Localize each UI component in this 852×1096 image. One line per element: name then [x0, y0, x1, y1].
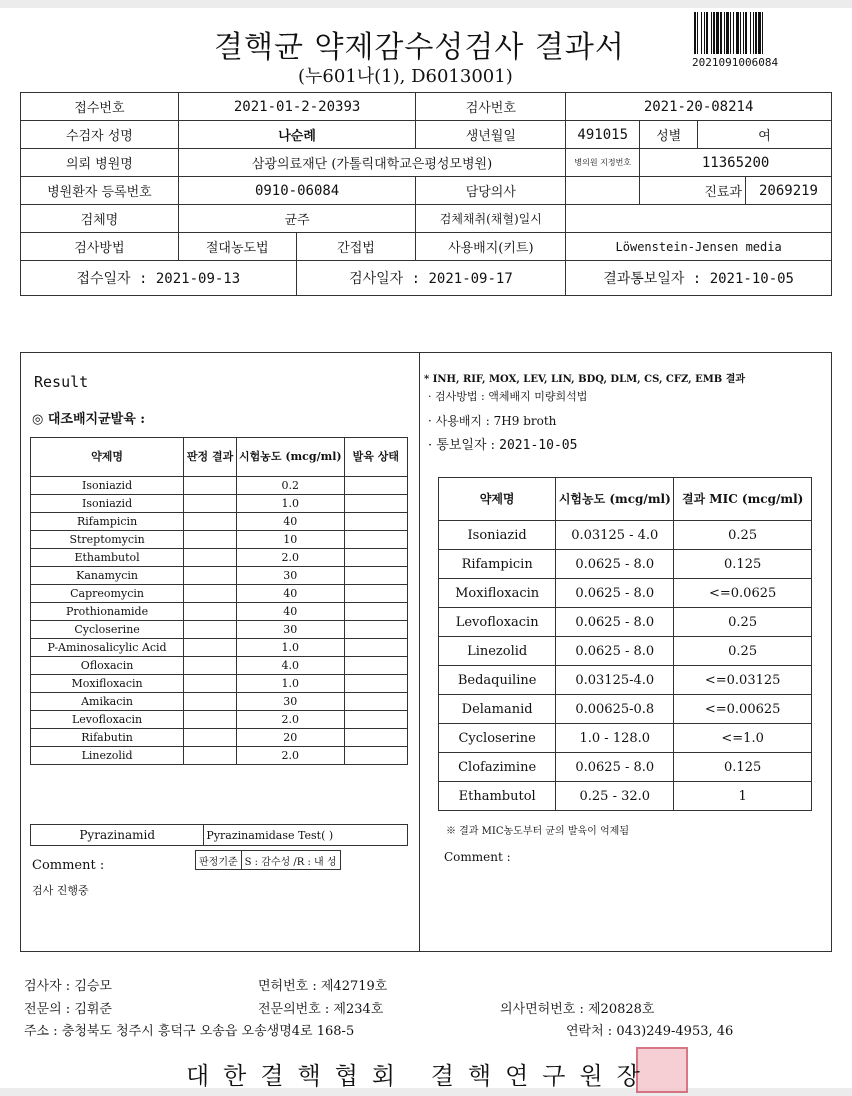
tested-label: 검사일자 :: [349, 271, 421, 287]
mic-result: 0.25: [674, 521, 812, 550]
judgment: [184, 675, 237, 693]
test-concentration: 40: [237, 585, 345, 603]
judgment: [184, 495, 237, 513]
specimen: 균주: [178, 205, 416, 233]
test-concentration-range: 0.0625 - 8.0: [556, 608, 674, 637]
hospital: 삼광의료재단 (가톨릭대학교은평성모병원): [178, 149, 565, 177]
test-concentration: 10: [237, 531, 345, 549]
drug-name: Streptomycin: [31, 531, 184, 549]
result-label: Result: [34, 373, 89, 391]
barcode-bar: [733, 12, 734, 54]
barcode-bar: [704, 12, 705, 54]
patient-name-label: 수검자 성명: [21, 121, 179, 149]
mic-result: 0.25: [674, 608, 812, 637]
table-row: [439, 521, 812, 550]
table-row: [439, 550, 812, 579]
received-label: 접수일자 :: [76, 271, 148, 287]
col-conc: 시험농도 (mcg/ml): [237, 438, 345, 477]
growth-status: [344, 693, 407, 711]
growth-status: [344, 639, 407, 657]
col-growth: 발육 상태: [344, 438, 407, 477]
tester: 검사자 : 김승모: [24, 979, 112, 994]
barcode-bar: [694, 12, 696, 54]
method-1: 절대농도법: [178, 233, 296, 261]
test-concentration: 40: [237, 603, 345, 621]
barcode: [694, 12, 818, 54]
drug-name: P-Aminosalicylic Acid: [31, 639, 184, 657]
liquid-media-table: [438, 477, 812, 811]
reported: 2021-10-05: [709, 271, 794, 287]
table-row: [31, 531, 408, 549]
liquid-report-date-label: · 통보일자 :: [428, 438, 496, 453]
barcode-bar: [743, 12, 744, 54]
method-label: 검사방법: [21, 233, 179, 261]
birth: 491015: [566, 121, 640, 149]
drug-name: Rifampicin: [439, 550, 556, 579]
pyrazinamid-test: Pyrazinamidase Test( ): [204, 825, 408, 846]
table-row: [31, 747, 408, 765]
judgment: [184, 747, 237, 765]
table-row: [31, 603, 408, 621]
barcode-bar: [713, 12, 715, 54]
test-concentration-range: 0.0625 - 8.0: [556, 579, 674, 608]
barcode-bar: [711, 12, 712, 54]
test-concentration: 20: [237, 729, 345, 747]
growth-status: [344, 531, 407, 549]
growth-status: [344, 603, 407, 621]
pyrazinamid: Pyrazinamid: [31, 825, 204, 846]
barcode-bar: [750, 12, 751, 54]
barcode-bar: [697, 12, 698, 54]
hospital-code: 11365200: [640, 149, 832, 177]
table-row: [31, 549, 408, 567]
drug-name: Isoniazid: [31, 495, 184, 513]
test-concentration: 30: [237, 621, 345, 639]
report-subtitle: (누601나(1), D6013001): [298, 66, 513, 87]
table-row: [439, 608, 812, 637]
medium-label: 사용배지(키트): [416, 233, 566, 261]
mic-result: <=0.00625: [674, 695, 812, 724]
medium: Löwenstein-Jensen media: [566, 233, 832, 261]
drug-name: Moxifloxacin: [439, 579, 556, 608]
received-cell: [21, 261, 297, 296]
test-concentration-range: 0.0625 - 8.0: [556, 753, 674, 782]
comment-right-label: Comment :: [444, 850, 511, 864]
growth-status: [344, 657, 407, 675]
mic-result: 1: [674, 782, 812, 811]
test-concentration-range: 0.00625-0.8: [556, 695, 674, 724]
license-no: 면허번호 : 제42719호: [258, 979, 388, 994]
table-row: [439, 753, 812, 782]
contact: 연락처 : 043)249-4953, 46: [566, 1024, 734, 1039]
test-concentration: 1.0: [237, 639, 345, 657]
specimen-label: 검체명: [21, 205, 179, 233]
liquid-medium: · 사용배지 : 7H9 broth: [428, 414, 557, 428]
barcode-bar: [716, 12, 719, 54]
drug-name: Cycloserine: [439, 724, 556, 753]
drug-name: Rifabutin: [31, 729, 184, 747]
barcode-bar: [745, 12, 747, 54]
mic-note: ※ 결과 MIC농도부터 균의 발육이 억제됨: [446, 826, 629, 837]
drug-name: Kanamycin: [31, 567, 184, 585]
reception-no: 2021-01-2-20393: [178, 93, 416, 121]
judgment: [184, 603, 237, 621]
growth-status: [344, 567, 407, 585]
reported-cell: [566, 261, 832, 296]
growth-status: [344, 549, 407, 567]
method-2: 간접법: [296, 233, 416, 261]
growth-status: [344, 711, 407, 729]
drug-name: Rifampicin: [31, 513, 184, 531]
patient-reg: 0910-06084: [178, 177, 416, 205]
judgment: [184, 711, 237, 729]
growth-status: [344, 747, 407, 765]
judgment: [184, 477, 237, 495]
table-row: [31, 477, 408, 495]
liquid-result-heading: * INH, RIF, MOX, LEV, LIN, BDQ, DLM, CS, CFZ, EMB 결과: [424, 374, 746, 385]
pyrazinamid-row: [30, 824, 408, 846]
comment-left-label: Comment :: [32, 858, 105, 873]
barcode-bar: [701, 12, 702, 54]
reception-no-label: 접수번호: [21, 93, 179, 121]
growth-status: [344, 585, 407, 603]
test-concentration-range: 0.03125 - 4.0: [556, 521, 674, 550]
table-row: [31, 621, 408, 639]
judgment: [184, 513, 237, 531]
tested: 2021-09-17: [428, 271, 513, 287]
judgment: [184, 567, 237, 585]
table-row: [31, 693, 408, 711]
table-row: [439, 666, 812, 695]
drug-name: Amikacin: [31, 693, 184, 711]
judgment: [184, 657, 237, 675]
table-row: [31, 567, 408, 585]
table-row: [439, 579, 812, 608]
mic-result: 0.25: [674, 637, 812, 666]
criteria-label: 판정기준: [196, 851, 242, 870]
sex-label: 성별: [640, 121, 698, 149]
doctor-label: 담당의사: [416, 177, 566, 205]
col-mic: 결과 MIC (mcg/ml): [674, 478, 812, 521]
criteria: S : 감수성 /R : 내 성: [241, 851, 340, 870]
growth-status: [344, 621, 407, 639]
barcode-bar: [758, 12, 761, 54]
drug-name: Capreomycin: [31, 585, 184, 603]
barcode-bar: [740, 12, 741, 54]
hospital-code-label: 병의원 지정번호: [566, 149, 640, 177]
test-concentration: 30: [237, 693, 345, 711]
drug-name: Levofloxacin: [31, 711, 184, 729]
mic-result: <=0.03125: [674, 666, 812, 695]
drug-name: Bedaquiline: [439, 666, 556, 695]
dept-label: 진료과: [640, 177, 746, 205]
comment-left: 검사 진행중: [32, 884, 89, 897]
liquid-method: · 검사방법 : 액체배지 미량희석법: [428, 390, 588, 403]
liquid-report-date-line: [428, 434, 577, 453]
judgment: [184, 729, 237, 747]
test-concentration: 40: [237, 513, 345, 531]
specialist-no: 전문의번호 : 제234호: [258, 1002, 384, 1017]
test-concentration: 0.2: [237, 477, 345, 495]
table-row: [31, 513, 408, 531]
barcode-number: 2021091006084: [692, 56, 779, 69]
test-concentration-range: 1.0 - 128.0: [556, 724, 674, 753]
table-row: [31, 657, 408, 675]
doctor: [566, 177, 640, 205]
collection-label: 검체채취(채혈)일시: [416, 205, 566, 233]
table-row: [31, 711, 408, 729]
test-concentration: 2.0: [237, 711, 345, 729]
judgment: [184, 693, 237, 711]
patient-reg-label: 병원환자 등록번호: [21, 177, 179, 205]
col-drug: 약제명: [31, 438, 184, 477]
judgment: [184, 621, 237, 639]
growth-status: [344, 513, 407, 531]
test-concentration-range: 0.03125-4.0: [556, 666, 674, 695]
test-concentration: 1.0: [237, 495, 345, 513]
test-concentration: 2.0: [237, 549, 345, 567]
barcode-bar: [706, 12, 708, 54]
barcode-bar: [753, 12, 754, 54]
solid-media-table: [30, 437, 408, 765]
tested-cell: [296, 261, 566, 296]
col-conc-right: 시험농도 (mcg/ml): [556, 478, 674, 521]
received: 2021-09-13: [155, 271, 241, 287]
test-concentration-range: 0.25 - 32.0: [556, 782, 674, 811]
table-row: [31, 585, 408, 603]
table-row: [31, 639, 408, 657]
report-title: 결핵균 약제감수성검사 결과서: [214, 30, 625, 65]
test-concentration-range: 0.0625 - 8.0: [556, 637, 674, 666]
test-concentration: 2.0: [237, 747, 345, 765]
col-drug-right: 약제명: [439, 478, 556, 521]
col-judgment: 판정 결과: [184, 438, 237, 477]
liquid-report-date: 2021-10-05: [499, 438, 578, 453]
criteria-box: [195, 850, 341, 870]
drug-name: Linezolid: [31, 747, 184, 765]
drug-name: Isoniazid: [439, 521, 556, 550]
drug-name: Moxifloxacin: [31, 675, 184, 693]
judgment: [184, 549, 237, 567]
drug-name: Cycloserine: [31, 621, 184, 639]
mic-result: <=0.0625: [674, 579, 812, 608]
mic-result: 0.125: [674, 753, 812, 782]
judgment: [184, 639, 237, 657]
growth-status: [344, 495, 407, 513]
mic-result: 0.125: [674, 550, 812, 579]
barcode-bar: [762, 12, 763, 54]
drug-name: Ethambutol: [31, 549, 184, 567]
judgment: [184, 531, 237, 549]
drug-name: Ethambutol: [439, 782, 556, 811]
barcode-bar: [726, 12, 729, 54]
table-row: [439, 695, 812, 724]
hospital-label: 의뢰 병원명: [21, 149, 179, 177]
drug-name: Prothionamide: [31, 603, 184, 621]
test-no-label: 검사번호: [416, 93, 566, 121]
address: 주소 : 충청북도 청주시 흥덕구 오송읍 오송생명4로 168-5: [24, 1024, 355, 1039]
table-row: [31, 675, 408, 693]
patient-name: 나순례: [178, 121, 416, 149]
test-concentration: 30: [237, 567, 345, 585]
birth-label: 생년월일: [416, 121, 566, 149]
barcode-bar: [755, 12, 757, 54]
table-row: [31, 495, 408, 513]
barcode-bar: [724, 12, 725, 54]
growth-status: [344, 477, 407, 495]
reported-label: 결과통보일자 :: [603, 271, 702, 287]
drug-name: Delamanid: [439, 695, 556, 724]
sex: 여: [698, 121, 832, 149]
barcode-bar: [720, 12, 722, 54]
barcode-bar: [730, 12, 731, 54]
test-concentration: 4.0: [237, 657, 345, 675]
organization-name: 대한결핵협회 결핵연구원장: [186, 1062, 654, 1090]
specialist: 전문의 : 김휘준: [24, 1002, 112, 1017]
table-row: [439, 724, 812, 753]
drug-name: Ofloxacin: [31, 657, 184, 675]
table-row: [439, 637, 812, 666]
drug-name: Levofloxacin: [439, 608, 556, 637]
table-row: [439, 782, 812, 811]
collection: [566, 205, 832, 233]
drug-name: Linezolid: [439, 637, 556, 666]
mic-result: <=1.0: [674, 724, 812, 753]
drug-name: Clofazimine: [439, 753, 556, 782]
table-row: [31, 729, 408, 747]
drug-name: Isoniazid: [31, 477, 184, 495]
growth-status: [344, 675, 407, 693]
judgment: [184, 585, 237, 603]
growth-status: [344, 729, 407, 747]
control-growth-label: ◎ 대조배지균발육 :: [32, 412, 146, 427]
test-no: 2021-20-08214: [566, 93, 832, 121]
dept: 2069219: [746, 177, 832, 205]
doctor-license-no: 의사면허번호 : 제20828호: [500, 1002, 655, 1017]
test-concentration: 1.0: [237, 675, 345, 693]
patient-info-table: [20, 92, 832, 296]
barcode-bar: [736, 12, 739, 54]
result-divider: [419, 352, 420, 952]
test-concentration-range: 0.0625 - 8.0: [556, 550, 674, 579]
